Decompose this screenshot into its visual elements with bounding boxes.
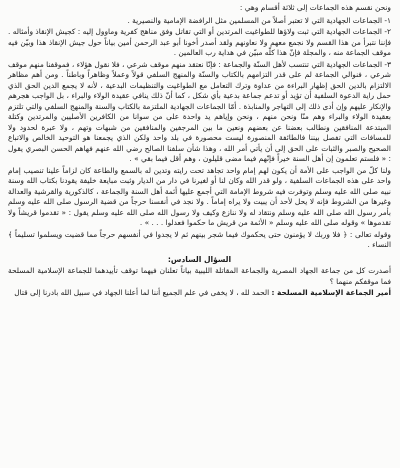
question-heading: السؤال السادس: bbox=[167, 254, 232, 264]
section-1-paragraph: ١- الجماعات الجهادية التي لا تعتبر أصلاً من المسلمين مثل الرافضة الإمامية والنصيرية . bbox=[127, 15, 391, 25]
question-text: أصدرت كل من جماعة الجهاد المصرية والجماعة المقاتلة الليبية بياناً تعلنان فيهما توقف تأييدهما للجماعة الإسلامية المسلحة فما موقفكم منهما ؟ bbox=[8, 266, 391, 286]
answer-paragraph bbox=[8, 288, 391, 299]
imamate-paragraph: ولنا كلّ من الواجب على الأمة أن يكون لهم إمام واحد تجاهد تحت رايته وتدين له بالسمع والطاعة كان لزاماً علينا تنصيب إمام واحد على هذه الجماعات السلفية ، ولو قدر الله وكان لنا أو لغيرنا في دار من الديار وثبت مبايعة خليفة يقودنا بكتاب الله وسنة نبيه صلى الله عليه وسلم وتوفرت فيه شروط الإمامة التي أجمع عليها أئمة أهل السنة والجماعة ، كالذكورية والقرشية والعدالة وغيرها من الشروط فإنه لا يحل لأحد أن يبيت ولا يراه إماماً . ولا نجد في أنفسنا حرجاً من قضية الرسول صلى الله عليه وسلم بأمر رسول الله صلى الله عليه وسلم ونتقاد له ولا ننازع وكيف ولا رسول الله صلى الله عليه وسلم يقول : « تقدموا قريشاً ولا تقدموها » وقوله صلى الله عليه وسلم « الأئمة من قريش ما حكموا فعدلوا . . . » . bbox=[8, 165, 391, 227]
answer-text: الحمد لله ، لا يخفى في علم الجميع أننا لما أعلنا الجهاد في سبيل الله بادرنا إلى قتال bbox=[14, 288, 270, 297]
answer-lead: أمير الجماعة الإسلامية المسلحة : bbox=[271, 288, 391, 297]
section-3-paragraph: ٣- الجماعات الجهادية التي تنتسب لأهل السنّة والجماعة : فإنّا نعتقد منهم موقف شرعي ، فلا نقول هؤلاء ، فموقفنا منهم موقف شرعي ، فنوالي الجماعة لم على قدر التزامهم بالكتاب والسنّة والمنهج السلفي قولاً وعملاً وظاهراً وباطناً . ومن أهم مظاهر الالتزام بالدين الحق إظهار البراءة من عداوة وترك التعامل مع الطواغيت والتنظيمات البدعية ، لأنه لا يجمع الدين الحق الذي حمل راية الدعوة السلفية أن تؤيد أو تدعم جماعة بدعية بأي شكل ، كما أنّ ذلك ينافي عقيدة الولاء والبراء ، بل الواجب هجرهم والإنكار عليهم وإن أدى ذلك إلى التهاجر والمنابذة . أمّا الجماعات الجهادية الملتزمة بالكتاب والسنة والمنهج السلفي والتي تلتزم بعقيدة الولاء والبراء وهم منّا ونحن منهم ، ونحن وإياهم يد واحدة على من سوانا من الكافرين الأصليين والمرتدين وكتلة المبتدعة المنافقين ونطالب بعضنا عن بعضهم ونعين ما بين المرجفين والمنافقين من شبهات وتهم ، ولا عبرة لحدود ولا للمسافات التي تفصل بيننا فالطائفة المنصورة ليست محصورة في بلد واحد ولكن الذي يجمعنا هو التوحيد الخالص والاتباع الصحيح والصبر والثبات على الحق إلى أن يأتي أمر الله ، وهذا شأن سلفنا الصالح رضي الله عنهم فهاهم الحسن البصري يقول : « فلستم تعلمون إن أهل السنة خيراً فإنّهم فيما مضى قليلون ، وهم أقل فيما بقي » . bbox=[8, 59, 391, 163]
spacer bbox=[8, 252, 391, 254]
section-2-paragraph: ٢- الجماعات الجهادية التي ثبت ولاؤها للطواغيت المرتدين أو التي تقاتل وفق مناهج كفرية وماوول إليه : كجيش الإنقاذ وأمثاله . فإننا نتبرأ من هذا القسم ولا نجمع معهم ولا نعاونهم ولقد أصدر أخونا أبو عبد الرحمن أمين بياناً حول جيش الإنقاذ هذا وبيّن فيه موقف الجماعة منه ، والمجلة فإنّ هذا كلّه مبيّن في هداية رب العالمين . bbox=[8, 27, 391, 57]
quran-quote-paragraph: وقوله تعالى : ﴿ فلا وربك لا يؤمنون حتى يحكموك فيما شجر بينهم ثم لا يجدوا في أنفسهم حرجاً مما قضيت ويسلموا تسليماً ﴾ النساء . bbox=[8, 229, 391, 249]
intro-line: ونحن نقسم هذه الجماعات إلى ثلاثة أقسام وهي : bbox=[239, 3, 391, 12]
